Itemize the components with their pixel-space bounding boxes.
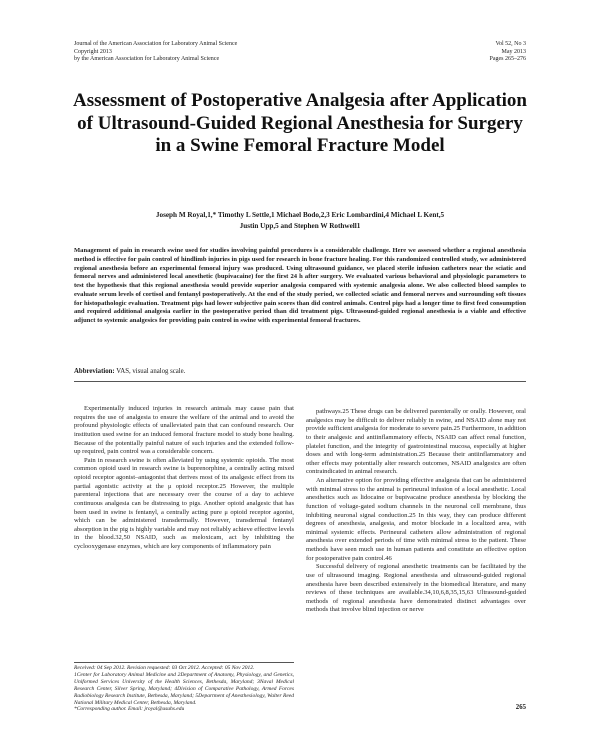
right-column — [306, 408, 526, 615]
corresponding-author: *Corresponding author. Email: jroyal@usuhs.edu — [74, 706, 185, 713]
article-title: Assessment of Postoperative Analgesia after Application of Ultrasound-Guided Regional Anesthesia for Surgery in a Swine Femoral Fracture Model — [72, 90, 528, 156]
body-paragraph: Successful delivery of regional anesthetic treatments can be facilitated by the use of ultrasound imaging. Regional anesthesia and ultrasound-guided regional anesthesia have been described extensively in the biomedical literature, and many reviews of these techniques are available.34,10,6,8,35,15,63 Ultrasound-guided methods of regional anesthesia have demonstrated distinct advantages over methods that involve blind injection or nerve — [306, 563, 526, 614]
body-paragraph: An alternative option for providing effective analgesia that can be administered with minimal stress to the animal is perineural infusion of a local anesthetic. Local anesthetics such as lidocaine or bupivacaine produce anesthesia by blocking the function of voltage-gated sodium channels in the neuronal cell membrane, thus inhibiting neuronal signal conduction.25 In this way, they can produce different degrees of anesthesia, analgesia, and motor blockade in a localized area, with minimal systemic effects. Perineural catheters allow administration of regional anesthesia over extended periods of time with minimal stress to the patient. These methods have seen much use in human patients and constitute an effective option for postoperative pain control.46 — [306, 477, 526, 562]
footnote-divider — [74, 662, 294, 663]
volume-issue: Vol 52, No 3 — [495, 41, 526, 47]
abbreviations-label: Abbreviation: — [74, 368, 115, 375]
author-line: Joseph M Royal,1,* Timothy L Settle,1 Michael Bodo,2,3 Eric Lombardini,4 Michael L Kent,5 — [155, 211, 445, 219]
section-divider — [74, 381, 526, 382]
received-dates: Received: 04 Sep 2012. Revision requested: 03 Oct 2012. Accepted: 05 Nov 2012. — [74, 665, 255, 671]
abbreviations — [74, 367, 526, 376]
body-paragraph: Experimentally induced injuries in research animals may cause pain that requires the use of analgesia to ensure the welfare of the animal and to avoid the profound physiologic effects of unalleviated pain that can confound research. Our institution used swine for an induced femoral fracture model to study bone healing. Because of the potentially painful nature of such injuries and the extended follow-up required, pain control was a considerable concern. — [74, 405, 294, 456]
publisher-line: by the American Association for Laboratory Animal Science — [74, 56, 220, 63]
copyright-line: Copyright 2013 — [74, 48, 112, 55]
footnotes — [74, 665, 294, 713]
body-paragraph: Pain in research swine is often alleviated by using systemic opioids. The most common opioid used in research swine is buprenorphine, a centrally acting mixed opioid receptor agonist–antagonist that derives most of its analgesic effect from its partial agonistic activity at the μ opioid receptor.25 However, the multiple parenteral injections that are necessary over the course of a day to achieve continuous analgesia can be distressing to pigs. Another opioid analgesic that has been used in swine is fentanyl, a centrally acting pure μ opioid receptor agonist, which can be administered transdermally. However, transdermal fentanyl absorption in the pig is highly variable and may not reliably achieve effective levels in the blood.32,50 NSAID, such as meloxicam, act by inhibiting the cyclooxygenase enzymes, which are key components of inflammatory pain — [74, 456, 294, 550]
page-range: Pages 265–276 — [489, 56, 526, 63]
affiliations: 1Center for Laboratory Animal Medicine and 2Department of Anatomy, Physiology, and Genetics, Uniformed Services University of the Health Sciences, Bethesda, Maryland; 3Naval Medical Research Center, Silver Spring, Maryland; 4Division of Comparative Pathology, Armed Forces Radiobiology Research Institute, Bethesda, Maryland; 5Department of Anesthesiology, Walter Reed National Military Medical Center, Bethesda, Maryland. — [74, 671, 294, 706]
body-paragraph: pathways.25 These drugs can be delivered parenterally or orally. However, oral analgesics may be difficult to deliver reliably in swine, and NSAID alone may not provide sufficient analgesia for moderate to severe pain.25 Furthermore, in addition to their analgesic and antiinflammatory effects, NSAID can affect renal function, platelet function, and the integrity of gastrointestinal mucosa, especially at higher doses and with long-term administration.25 Because their antiinflammatory and other effects may potentially alter research outcomes, NSAID analgesics are often contraindicated in animal research. — [306, 408, 526, 476]
running-head-left — [74, 41, 237, 64]
abbreviations-text: VAS, visual analog scale. — [116, 368, 186, 375]
running-head-right — [490, 41, 527, 64]
page-number: 265 — [515, 704, 526, 711]
journal-name: Journal of the American Association for Laboratory Animal Science — [74, 41, 238, 47]
issue-date: May 2013 — [501, 48, 526, 55]
abstract: Management of pain in research swine used for studies involving painful procedures is a considerable challenge. Here we assessed whether a regional anesthesia method is effective for pain control of hindlimb injuries in pigs used for research in bone fracture healing. For this randomized controlled study, we administered regional anesthesia before an experimental femoral injury was produced. Using ultrasound guidance, we placed sterile infusion catheters near the sciatic and femoral nerves and administered local anesthetic (bupivacaine) for the first 24 h after surgery. We evaluated various behavioral and physiologic parameters to test the hypothesis that this regional anesthesia would provide superior analgesia compared with systemic analgesia alone. We also collected blood samples to evaluate serum levels of cortisol and fentanyl postoperatively. At the end of the study period, we collected sciatic and femoral nerves and surrounding soft tissues for histopathologic evaluation. Treatment pigs had lower subjective pain scores than did control animals. Control pigs had a longer time to first feed consumption and required additional analgesia earlier in the postoperative period than did treatment pigs. Ultrasound-guided regional anesthesia is a viable and effective adjunct to systemic analgesics for providing pain control in swine with experimental femoral fractures. — [74, 247, 526, 324]
author-list — [90, 210, 510, 232]
left-column — [74, 405, 294, 552]
author-line: Justin Upp,5 and Stephen W Rothwell1 — [239, 222, 361, 230]
